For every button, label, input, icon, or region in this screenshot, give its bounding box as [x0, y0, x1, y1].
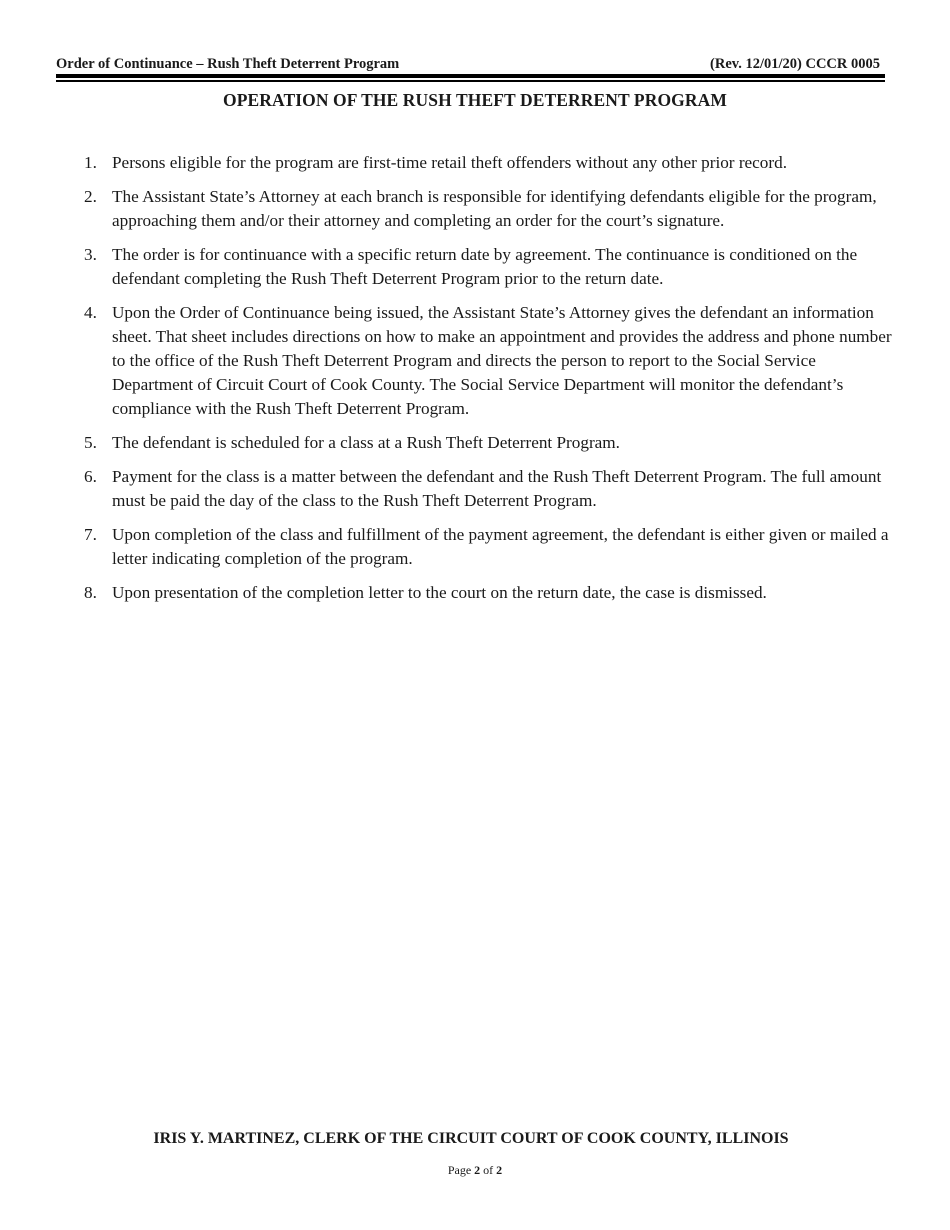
step-number: 3. [84, 244, 97, 264]
list-item [84, 465, 899, 513]
page-total: 2 [496, 1163, 503, 1177]
section-title: OPERATION OF THE RUSH THEFT DETERRENT PROGRAM [223, 90, 727, 110]
list-item [84, 431, 899, 455]
step-number: 1. [84, 153, 97, 172]
form-title: Order of Continuance – Rush Theft Deterrent Program [56, 56, 400, 72]
page-of: of [483, 1163, 494, 1177]
step-number: 5. [84, 433, 97, 453]
step-number: 2. [84, 186, 97, 206]
page-header [56, 54, 884, 76]
list-item [84, 151, 899, 175]
step-number: 7. [84, 524, 97, 544]
step-number: 4. [84, 302, 97, 322]
steps-list [84, 151, 899, 614]
list-item [84, 185, 899, 233]
step-text: The order is for continuance with a specific return date by agreement. The continuance is conditioned on the defendant completing the Rush Theft Deterrent Program prior to the return date. [112, 244, 858, 288]
step-text: Upon completion of the class and fulfillment of the payment agreement, the defendant is either given or mailed a letter indicating completion of the program. [112, 524, 889, 568]
step-text: Upon presentation of the completion letter to the court on the return date, the case is dismissed. [112, 582, 767, 602]
step-text: Upon the Order of Continuance being issued, the Assistant State’s Attorney gives the defendant an information sheet. That sheet includes directions on how to make an appointment and provides the address and phone number to the office of the Rush Theft Deterrent Program and directs the person to report to the Social Service Department of Circuit Court of Cook County. The Social Service Department will monitor the defendant’s compliance with the Rush Theft Deterrent Program. [112, 302, 892, 419]
page-number [0, 1163, 950, 1178]
step-number: 8. [84, 582, 97, 602]
list-item [84, 523, 899, 571]
list-item [84, 243, 899, 291]
list-item [84, 581, 899, 605]
list-item [84, 301, 899, 422]
form-revision: (Rev. 12/01/20) CCCR 0005 [710, 56, 880, 72]
page-label: Page [447, 1163, 472, 1177]
header-rule-thin [56, 80, 885, 82]
step-text: Persons eligible for the program are first-time retail theft offenders without any other prior record. [112, 153, 788, 172]
step-text: The Assistant State’s Attorney at each branch is responsible for identifying defendants eligible for the program, approaching them and/or their attorney and completing an order for the court’s signature. [112, 186, 877, 230]
step-number: 6. [84, 466, 97, 486]
clerk-footer: IRIS Y. MARTINEZ, CLERK OF THE CIRCUIT COURT OF COOK COUNTY, ILLINOIS [153, 1130, 789, 1147]
step-text: Payment for the class is a matter between the defendant and the Rush Theft Deterrent Program. The full amount must be paid the day of the class to the Rush Theft Deterrent Program. [112, 466, 882, 510]
page-current: 2 [474, 1163, 481, 1177]
header-rule-thick [56, 74, 885, 78]
step-text: The defendant is scheduled for a class at a Rush Theft Deterrent Program. [112, 433, 620, 453]
